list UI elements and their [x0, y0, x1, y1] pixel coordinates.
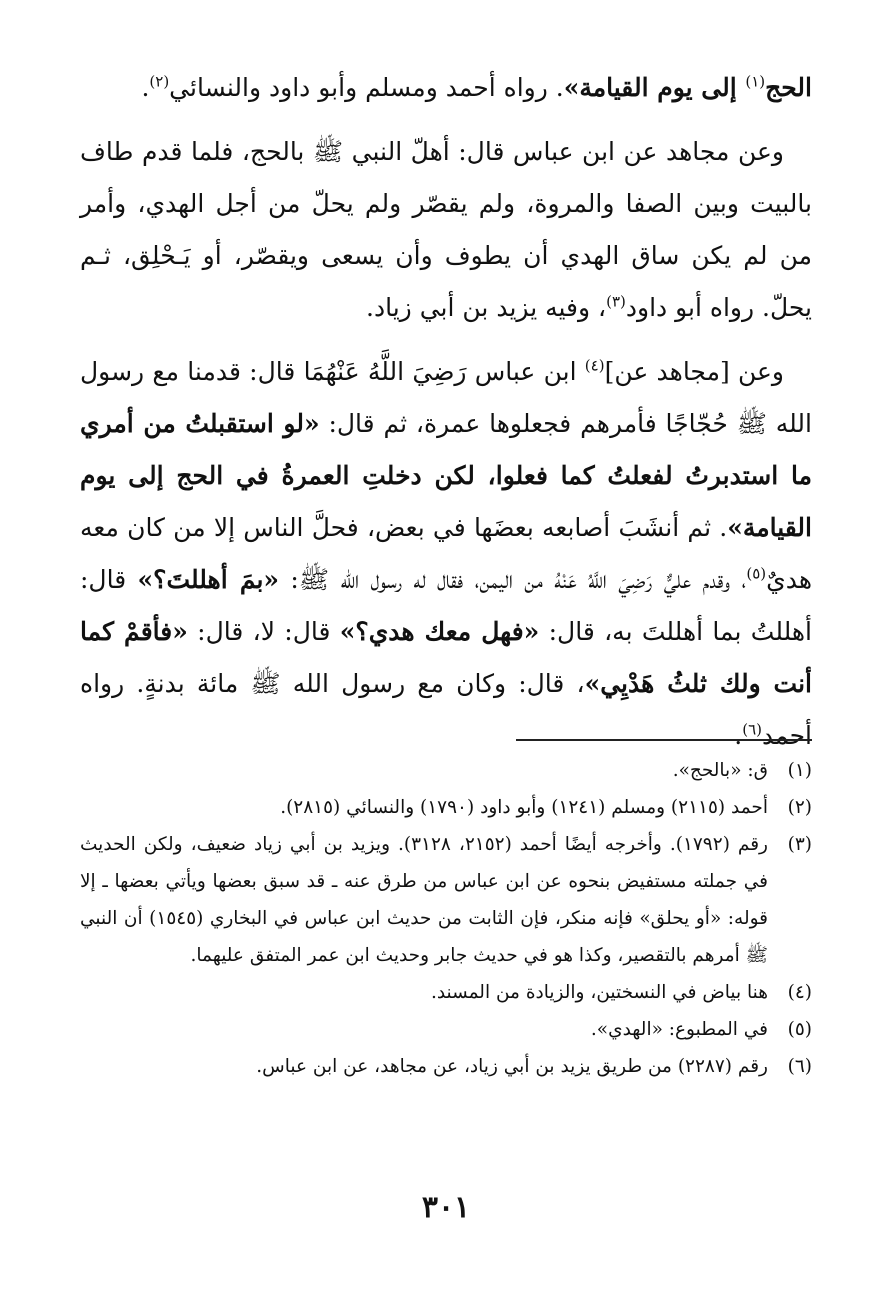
footnote-4 — [80, 974, 812, 1011]
paragraph-text: ، وفيه يزيد بن أبي زياد. — [366, 293, 607, 322]
footnote-ref-6[interactable]: (٦) — [742, 720, 763, 739]
footnote-text: رقم (١٧٩٢). وأخرجه أيضًا أحمد (٢١٥٢، ٣١٢٨). ويزيد بن أبي زياد ضعيف، ولكن الحديث في جملته مستفيض بنحوه عن ابن عباس من طرق عنه ـ قد سبق بعضها ويأتي بعضها ـ إلا قوله: «أو يحلق» فإنه منكر، فإن الثابت من حديث ابن عباس في البخاري (١٥٤٥) أن النبي ﷺ أمرهم بالتقصير، وكذا هو في حديث جابر وحديث ابن عمر المتفق عليهما. — [80, 834, 768, 966]
footnote-divider — [516, 739, 812, 741]
paragraph-text: قال: أهللتُ بما أهللتَ به، قال: — [80, 565, 812, 646]
footnote-ref-1[interactable]: (١) — [745, 72, 766, 91]
paragraph-text: . — [734, 721, 743, 750]
paragraph-text: . ثم أنشَبَ أصابعه بعضَها في بعض، فحلَّ الناس إلا من كان معه هديٌ — [80, 513, 812, 594]
footnote-1 — [80, 752, 812, 789]
footnote-number: (٥) — [787, 1019, 812, 1040]
footnote-6 — [80, 1048, 812, 1085]
footnote-5 — [80, 1011, 812, 1048]
footnote-3 — [80, 826, 812, 974]
paragraph-text: وعن [مجاهد عن] — [604, 357, 784, 386]
footnote-number: (١) — [787, 760, 812, 781]
footnote-ref-5[interactable]: (٥) — [746, 564, 767, 583]
paragraph-3 — [80, 346, 812, 762]
paragraph-1 — [80, 62, 812, 114]
footnote-text: ق: «بالحج». — [672, 760, 768, 781]
paragraph-text: ، قال: وكان مع رسول الله ﷺ مائة بدنةٍ. رواه أحمد — [80, 669, 812, 750]
footnote-2 — [80, 789, 812, 826]
footnote-ref-3[interactable]: (٣) — [606, 292, 626, 311]
footnote-number: (٢) — [787, 797, 812, 818]
footnote-number: (٦) — [787, 1056, 812, 1077]
footnote-number: (٣) — [787, 834, 812, 855]
footnote-number: (٤) — [787, 982, 812, 1003]
hadith-quote: «فأقمْ كما أنت ولك ثلثُ هَدْيِي» — [80, 617, 812, 698]
paragraph-text: ، وقدم عليٌّ رَضِيَ اللَّهُ عَنْهُ من اليمن، فقال له رسول الله ﷺ: — [279, 565, 747, 594]
paragraph-text: . رواه أحمد ومسلم وأبو داود والنسائي — [169, 73, 564, 102]
footnote-text: أحمد (٢١١٥) ومسلم (١٢٤١) وأبو داود (١٧٩٠) والنسائي (٢٨١٥). — [280, 797, 768, 818]
paragraph-text: وعن مجاهد عن ابن عباس قال: أهلّ النبي ﷺ بالحج، فلما قدم طاف بالبيت وبين الصفا والمروة، ولم يقصّر ولم يحلّ من أجل الهدي، وأمر من لم يكن ساق الهدي أن يطوف وأن يسعى ويقصّر، أو يَـحْلِق، ثـم يحلّ. رواه أبو داود — [80, 137, 812, 322]
footnote-ref-2[interactable]: (٢) — [149, 72, 170, 91]
paragraph-2 — [80, 126, 812, 334]
paragraph-text: قال: لا، قال: — [187, 617, 340, 646]
paragraph-text: ابن عباس رَضِيَ اللَّهُ عَنْهُمَا قال: قدمنا مع رسول الله ﷺ حُجّاجًا فأمرهم فجعلوها عمرة، ثم قال: — [80, 357, 812, 438]
main-text — [80, 62, 812, 774]
footnote-text: هنا بياض في النسختين، والزيادة من المسند. — [430, 982, 768, 1003]
footnote-text: رقم (٢٢٨٧) من طريق يزيد بن أبي زياد، عن مجاهد، عن ابن عباس. — [256, 1056, 768, 1077]
bold-text: إلى يوم القيامة» — [563, 73, 746, 102]
footnote-ref-4[interactable]: (٤) — [584, 356, 605, 375]
page-number: ٣٠١ — [421, 1190, 471, 1225]
hadith-quote: «بمَ أهللتَ؟» — [137, 565, 280, 594]
bold-text: الحج — [765, 73, 812, 102]
hadith-quote: «فهل معك هدي؟» — [339, 617, 540, 646]
hadith-quote: «لو استقبلتُ من أمري ما استدبرتُ لفعلتُ كما فعلوا، لكن دخلتِ العمرةُ في الحج إلى يوم القيامة» — [80, 409, 812, 542]
footnote-text: في المطبوع: «الهدي». — [590, 1019, 768, 1040]
footnotes — [80, 752, 812, 1085]
paragraph-text: . — [141, 73, 150, 102]
